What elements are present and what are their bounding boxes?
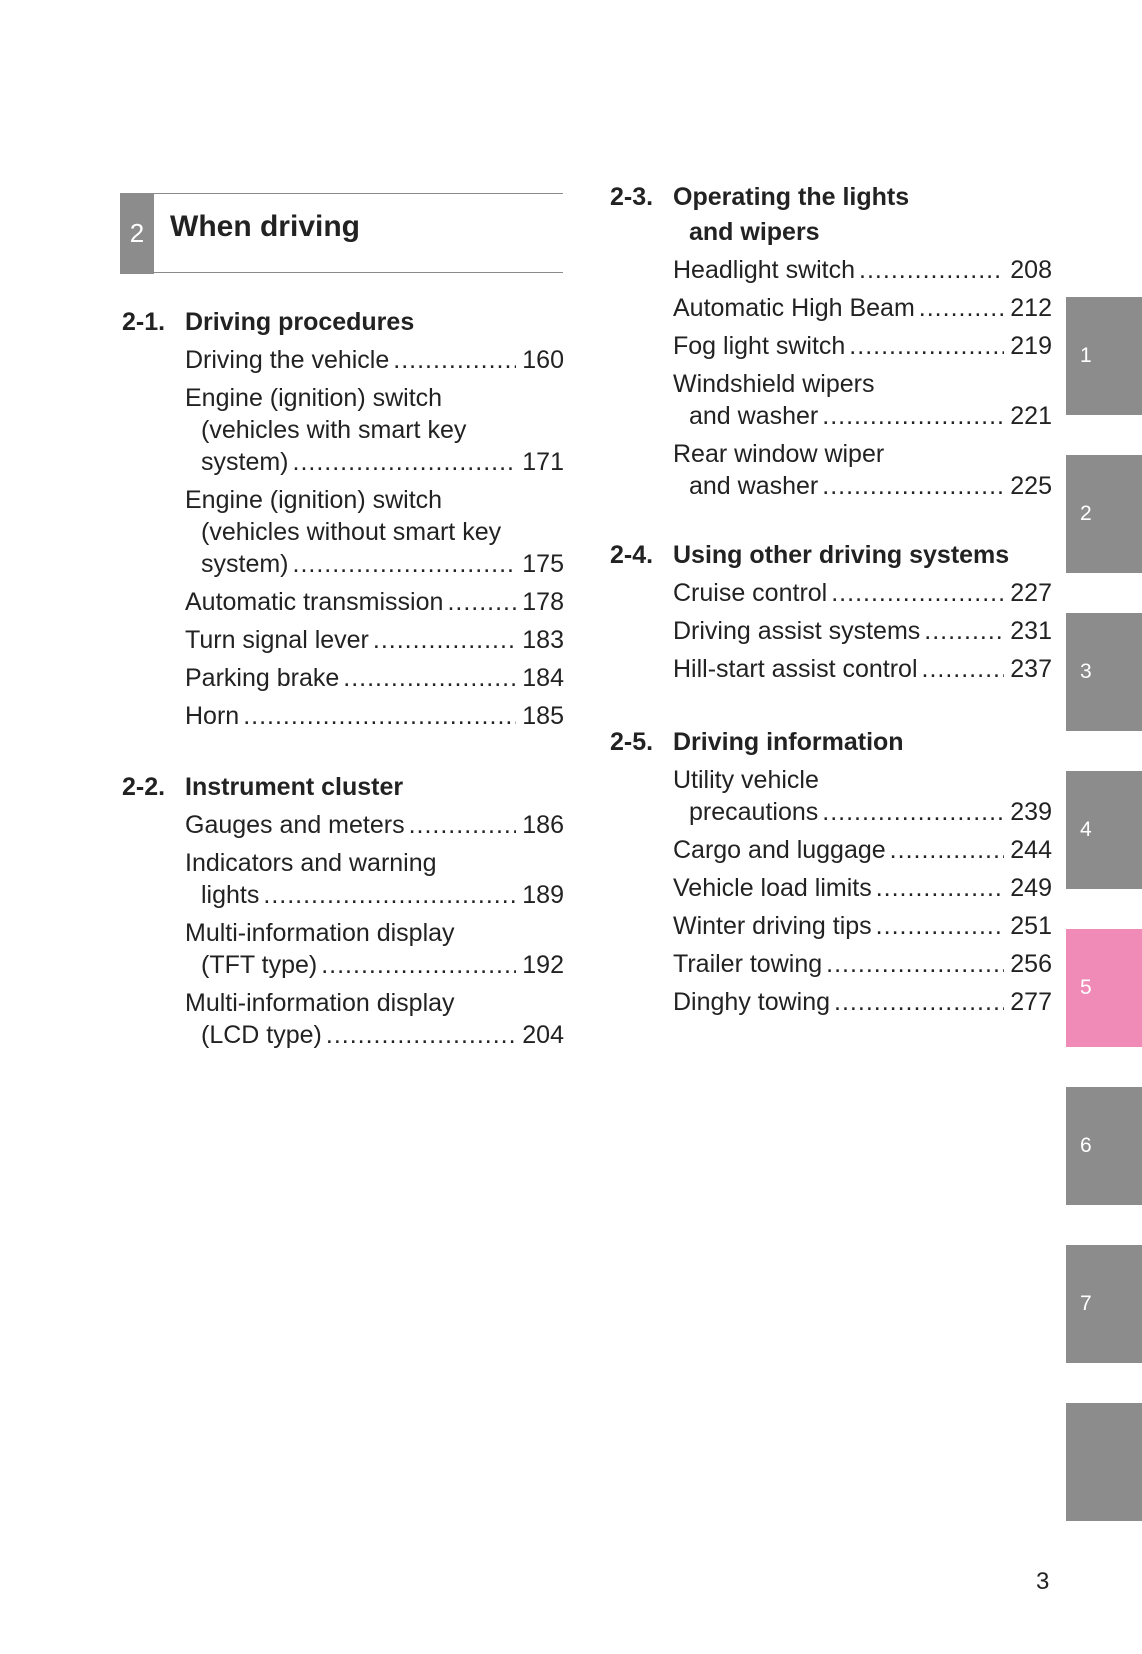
toc-page-number: 231 [1010,617,1052,645]
dot-leader [822,400,1004,432]
toc-page-number: 186 [522,811,564,839]
section-number: 2-5. [610,728,654,756]
section-title-line: Using other driving systems [673,541,1010,569]
toc-entry[interactable] [185,917,564,981]
toc-entry-line [673,470,1052,502]
toc-entry[interactable] [673,615,1052,647]
toc-entry[interactable] [673,653,1052,685]
toc-entry-line [185,1019,564,1051]
section-2-2 [122,770,564,1057]
toc-entry-text: lights [201,881,260,909]
toc-page-number: 189 [522,881,564,909]
toc-entry-text: Gauges and meters [185,811,405,839]
chapter-tab-4[interactable] [1066,771,1142,889]
chapter-header [120,193,563,273]
toc-entry-text: Driving assist systems [673,617,921,645]
toc-entry[interactable] [673,948,1052,980]
chapter-title: When driving [170,210,360,243]
toc-page-number: 175 [522,550,564,578]
section-number: 2-4. [610,541,654,569]
toc-entry-line [185,949,564,981]
chapter-tab-3[interactable] [1066,613,1142,731]
toc-entry-text: Cargo and luggage [673,836,886,864]
toc-entry-text: Rear window wiper [673,440,885,468]
toc-entry[interactable] [185,382,564,478]
toc-page-number: 225 [1010,472,1052,500]
chapter-tab-6[interactable] [1066,1087,1142,1205]
toc-entry-line [673,910,1052,942]
section-title-line: Driving information [673,728,904,756]
toc-entry-text: Trailer towing [673,950,823,978]
chapter-tab-label: 4 [1080,818,1092,841]
dot-leader [393,344,516,376]
toc-entry[interactable] [185,987,564,1051]
toc-page-number: 237 [1010,655,1052,683]
toc-entry-line [673,796,1052,828]
toc-entry-text: Windshield wipers [673,370,875,398]
toc-entry-text: Parking brake [185,664,340,692]
dot-leader [447,586,516,618]
toc-entry-line [185,879,564,911]
toc-page-number: 160 [522,346,564,374]
toc-entry[interactable] [673,254,1052,286]
chapter-tab-label: 5 [1080,976,1092,999]
chapter-tab-label: 7 [1080,1292,1092,1315]
dot-leader [849,330,1004,362]
toc-page-number: 178 [522,588,564,616]
toc-entry[interactable] [673,764,1052,828]
toc-page-number: 244 [1010,836,1052,864]
dot-leader [834,986,1004,1018]
chapter-tab-label: 1 [1080,344,1092,367]
toc-entry-line [673,986,1052,1018]
dot-leader [876,910,1004,942]
section-title-line: Operating the lights [673,183,910,211]
toc-entry-line [185,809,564,841]
toc-entry[interactable] [673,577,1052,609]
toc-entry[interactable] [185,624,564,656]
page-number: 3 [1036,1568,1050,1595]
toc-entry-text: (vehicles without smart key [201,518,502,546]
dot-leader [890,834,1004,866]
toc-entry-text: Driving the vehicle [185,346,390,374]
toc-entry-text: Multi-information display [185,989,455,1017]
toc-entry[interactable] [673,368,1052,432]
section-2-3 [610,180,1052,508]
toc-page-number: 208 [1010,256,1052,284]
section-title [673,725,1052,760]
dot-leader [293,446,517,478]
toc-page-number: 239 [1010,798,1052,826]
toc-page-number: 227 [1010,579,1052,607]
toc-page-number: 183 [522,626,564,654]
dot-leader [343,662,516,694]
toc-entry-text: Turn signal lever [185,626,369,654]
toc-entry-text: (vehicles with smart key [201,416,467,444]
toc-entry-text: Fog light switch [673,332,846,360]
toc-entry-text: Engine (ignition) switch [185,384,443,412]
section-title [673,538,1052,573]
section-heading [610,180,1052,250]
chapter-tab-label: 3 [1080,660,1092,683]
toc-entry-line [185,700,564,732]
toc-entry-line [673,400,1052,432]
toc-entry-text: Headlight switch [673,256,856,284]
toc-entry-text: system) [201,448,289,476]
dot-leader [409,809,516,841]
dot-leader [326,1019,516,1051]
toc-entry-text: Horn [185,702,240,730]
toc-entry-text: and washer [689,402,819,430]
section-title-line: Instrument cluster [185,773,404,801]
section-number: 2-2. [122,773,166,801]
toc-page-number: 204 [522,1021,564,1049]
dot-leader [321,949,516,981]
toc-entry[interactable] [673,872,1052,904]
toc-page-number: 219 [1010,332,1052,360]
toc-entry[interactable] [185,847,564,911]
toc-entry-text: Automatic High Beam [673,294,915,322]
section-number: 2-3. [610,183,654,211]
chapter-tab-label: 6 [1080,1134,1092,1157]
toc-entry-text: (LCD type) [201,1021,322,1049]
toc-entry[interactable] [673,292,1052,324]
chapter-tab-7[interactable] [1066,1245,1142,1363]
toc-entry[interactable] [673,438,1052,502]
chapter-tab-label: 2 [1080,502,1092,525]
toc-entry-text: Engine (ignition) switch [185,486,443,514]
toc-entry-text: Automatic transmission [185,588,444,616]
dot-leader [919,292,1004,324]
toc-page-number: 212 [1010,294,1052,322]
toc-page-number: 256 [1010,950,1052,978]
toc-entry[interactable] [185,344,564,376]
dot-leader [293,548,517,580]
toc-page-number: 192 [522,951,564,979]
dot-leader [822,796,1004,828]
dot-leader [922,653,1005,685]
toc-entry-line [185,344,564,376]
toc-entry[interactable] [673,910,1052,942]
chapter-tab-5[interactable] [1066,929,1142,1047]
toc-entry-line [673,653,1052,685]
toc-page-number: 185 [522,702,564,730]
toc-entry-line [673,292,1052,324]
toc-entry-text: Hill-start assist control [673,655,918,683]
toc-entry-text: (TFT type) [201,951,318,979]
toc-entry[interactable] [673,834,1052,866]
toc-entry-text: and washer [689,472,819,500]
toc-entry-list [122,809,564,1051]
toc-entry-line [185,548,564,580]
toc-entry[interactable] [185,809,564,841]
section-number: 2-1. [122,308,166,336]
toc-entry[interactable] [185,586,564,618]
section-heading [610,725,1052,760]
toc-entry-text: Indicators and warning [185,849,437,877]
toc-entry-text: Cruise control [673,579,828,607]
chapter-number: 2 [120,193,154,274]
dot-leader [263,879,516,911]
section-title-line: and wipers [689,218,820,246]
section-2-5 [610,725,1052,1024]
toc-entry-text: system) [201,550,289,578]
dot-leader [826,948,1004,980]
toc-page-number: 251 [1010,912,1052,940]
toc-entry[interactable] [185,484,564,580]
toc-page-number: 249 [1010,874,1052,902]
section-2-1 [122,305,564,738]
toc-entry-list [122,344,564,732]
section-heading [610,538,1052,573]
section-heading [122,770,564,805]
toc-page-number: 277 [1010,988,1052,1016]
dot-leader [243,700,516,732]
toc-entry[interactable] [185,700,564,732]
toc-entry-text: Winter driving tips [673,912,872,940]
dot-leader [831,577,1004,609]
toc-entry-list [610,577,1052,685]
toc-page-number: 171 [522,448,564,476]
chapter-tab-index[interactable] [1066,1403,1142,1521]
toc-page-number: 184 [522,664,564,692]
dot-leader [876,872,1004,904]
toc-entry-line [673,872,1052,904]
toc-entry-line [673,577,1052,609]
toc-entry-line [673,948,1052,980]
section-2-4 [610,538,1052,691]
toc-entry-line [185,624,564,656]
toc-entry-line [673,834,1052,866]
toc-entry-line [185,586,564,618]
chapter-tab-2[interactable] [1066,455,1142,573]
dot-leader [859,254,1004,286]
section-title [673,180,1052,250]
toc-page-number: 221 [1010,402,1052,430]
dot-leader [822,470,1004,502]
toc-entry-text: Dinghy towing [673,988,831,1016]
toc-entry-list [610,764,1052,1018]
section-title [185,770,564,805]
toc-entry[interactable] [185,662,564,694]
toc-entry-line [673,330,1052,362]
toc-entry-text: precautions [689,798,819,826]
toc-entry-line [185,662,564,694]
toc-entry[interactable] [673,330,1052,362]
toc-entry-line [673,254,1052,286]
toc-entry-text: Multi-information display [185,919,455,947]
dot-leader [924,615,1004,647]
toc-entry-line [185,446,564,478]
toc-entry[interactable] [673,986,1052,1018]
chapter-tab-1[interactable] [1066,297,1142,415]
section-heading [122,305,564,340]
section-title-line: Driving procedures [185,308,415,336]
toc-entry-text: Vehicle load limits [673,874,872,902]
toc-entry-list [610,254,1052,502]
dot-leader [373,624,516,656]
toc-entry-line [673,615,1052,647]
toc-entry-text: Utility vehicle [673,766,819,794]
section-title [185,305,564,340]
